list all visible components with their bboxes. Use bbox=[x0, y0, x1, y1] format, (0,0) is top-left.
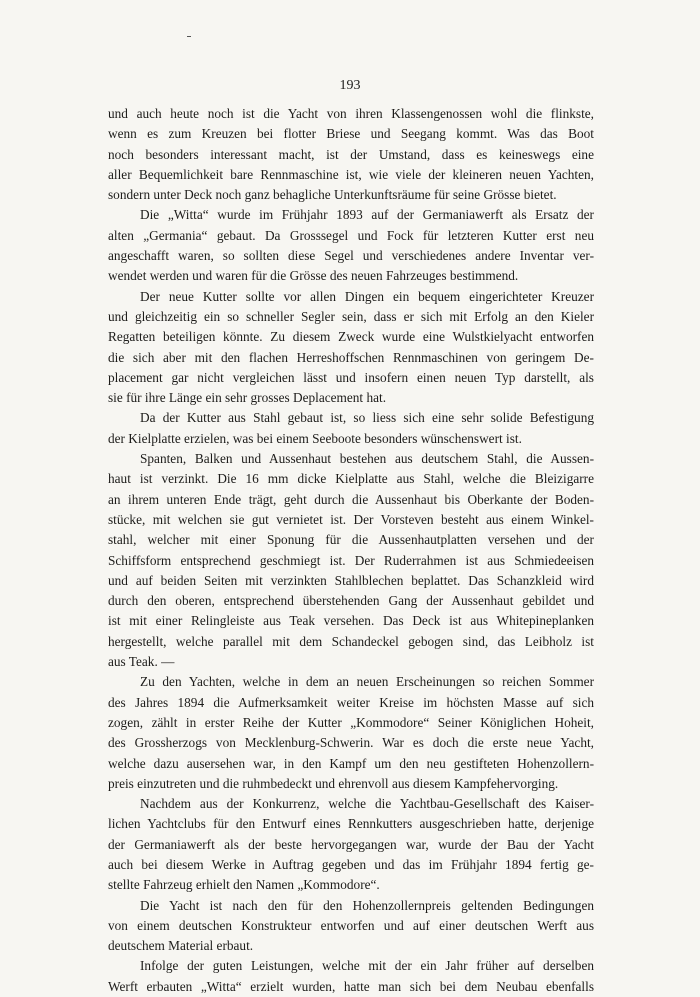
text-line: Werft erbauten „Witta“ erzielt wurden, hatte man sich bei dem Neubau ebenfalls bbox=[108, 978, 594, 994]
text-line: stücke, mit welchen sie gut vernietet ist. Der Vorsteven besteht aus einem Winkel- bbox=[108, 511, 594, 527]
text-line: Die „Witta“ wurde im Frühjahr 1893 auf der Germaniawerft als Ersatz der bbox=[140, 207, 594, 223]
text-line: preis einzutreten und die ruhmbedeckt und ehrenvoll aus diesem Kampfehervorging. bbox=[108, 775, 559, 791]
paragraph bbox=[108, 956, 594, 997]
text-line: deutschem Material erbaut. bbox=[108, 938, 254, 954]
text-line: Nachdem aus der Konkurrenz, welche die Yachtbau-Gesellschaft des Kaiser- bbox=[140, 796, 594, 812]
text-line: auch bei diesem Werke in Auftrag gegeben und das im Frühjahr 1894 fertig ge- bbox=[108, 856, 594, 872]
text-line: des Grossherzogs von Mecklenburg-Schwerin. War es doch die erste neue Yacht, bbox=[108, 735, 594, 751]
text-line: angeschafft waren, so sollten diese Segel und verschiedenes andere Inventar ver- bbox=[108, 248, 594, 264]
text-line: sondern unter Deck noch ganz behagliche Unterkunftsräume für seine Grösse bietet. bbox=[108, 187, 557, 203]
text-line: noch besonders interessant macht, ist der Umstand, dass es keineswegs eine bbox=[108, 146, 594, 162]
paragraph bbox=[108, 449, 594, 672]
text-line: durch den oberen, entsprechend überstehenden Gang der Aussenhaut gebildet und bbox=[108, 593, 594, 609]
text-line: Die Yacht ist nach den für den Hohenzollernpreis geltenden Bedingungen bbox=[140, 897, 594, 913]
paragraph bbox=[108, 104, 594, 205]
text-line: haut ist verzinkt. Die 16 mm dicke Kielplatte aus Stahl, welche die Bleizigarre bbox=[108, 471, 594, 487]
text-body bbox=[108, 104, 594, 997]
text-line: von einem deutschen Konstrukteur entworfen und auf einer deutschen Werft aus bbox=[108, 917, 594, 933]
text-line: Da der Kutter aus Stahl gebaut ist, so liess sich eine sehr solide Befestigung bbox=[140, 410, 594, 426]
text-line: und gleichzeitig ein so schneller Segler sein, dass er sich mit Erfolg an den Kieler bbox=[108, 308, 594, 324]
text-line: ist mit einer Relingleiste aus Teak versehen. Das Deck ist aus Whitepineplanken bbox=[108, 613, 594, 629]
text-line: Spanten, Balken und Aussenhaut bestehen aus deutschem Stahl, die Aussen- bbox=[140, 451, 594, 467]
text-line: der Germaniawerft als der beste hervorgegangen war, wurde der Bau der Yacht bbox=[108, 836, 594, 852]
page-number: 193 bbox=[339, 78, 361, 93]
text-line: Infolge der guten Leistungen, welche mit der ein Jahr früher auf derselben bbox=[140, 958, 594, 974]
text-line: hergestellt, welche parallel mit dem Schandeckel gebogen sind, das Leibholz ist bbox=[108, 633, 594, 649]
text-line: Der neue Kutter sollte vor allen Dingen ein bequem eingerichteter Kreuzer bbox=[140, 288, 594, 304]
text-line: wendet werden und waren für die Grösse des neuen Fahrzeuges bestimmend. bbox=[108, 268, 519, 284]
text-line: Regatten beteiligen könnte. Zu diesem Zweck wurde eine Wulstkielyacht entworfen bbox=[108, 329, 594, 345]
text-line: welche dazu ausersehen war, in den Kampf um den neu gestifteten Hohenzollern- bbox=[108, 755, 594, 771]
text-line: stahl, welcher mit einer Sponung für die Aussenhautplatten versehen und der bbox=[108, 532, 594, 548]
paragraph bbox=[108, 672, 594, 794]
text-line: der Kielplatte erzielen, was bei einem Seeboote besonders wünschenswert ist. bbox=[108, 430, 522, 446]
text-line: aus Teak. — bbox=[108, 654, 175, 670]
text-line: zogen, zählt in erster Reihe der Kutter „Kommodore“ Seiner Königlichen Hoheit, bbox=[108, 714, 594, 730]
paragraph bbox=[108, 896, 594, 957]
text-line: sie für ihre Länge ein sehr grosses Deplacement hat. bbox=[108, 390, 387, 406]
text-line: stellte Fahrzeug erhielt den Namen „Kommodore“. bbox=[108, 877, 380, 893]
text-line: Schiffsform entsprechend geschmiegt ist. Der Ruderrahmen ist aus Schmiedeeisen bbox=[108, 552, 594, 568]
paragraph bbox=[108, 794, 594, 895]
text-line: alten „Germania“ gebaut. Da Grosssegel und Fock für letzteren Kutter erst neu bbox=[108, 227, 594, 243]
text-line: die sich aber mit den flachen Herreshoffschen Rennmaschinen von geringem De- bbox=[108, 349, 594, 365]
paragraph bbox=[108, 205, 594, 286]
paragraph bbox=[108, 408, 594, 449]
text-line: wenn es zum Kreuzen bei flotter Briese und Seegang kommt. Was das Boot bbox=[108, 126, 594, 142]
text-line: aller Bequemlichkeit bare Rennmaschine ist, wie viele der kleineren neuen Yachten, bbox=[108, 166, 594, 182]
text-line: des Jahres 1894 die Aufmerksamkeit weiter Kreise im höchsten Masse auf sich bbox=[108, 694, 594, 710]
text-line: an ihrem unteren Ende trägt, geht durch die Aussenhaut bis Oberkante der Boden- bbox=[108, 491, 594, 507]
text-line: Zu den Yachten, welche in dem an neuen Erscheinungen so reichen Sommer bbox=[140, 674, 594, 690]
paragraph bbox=[108, 287, 594, 409]
text-line: lichen Yachtclubs für den Entwurf eines Rennkutters ausgeschrieben hatte, derjenige bbox=[108, 816, 594, 832]
text-line: placement gar nicht vergleichen lässt und insofern einen neuen Typ darstellt, als bbox=[108, 369, 594, 385]
stray-mark bbox=[187, 36, 191, 37]
text-line: und auf beiden Seiten mit verzinkten Stahlblechen beplattet. Das Schanzkleid wird bbox=[108, 572, 594, 588]
text-line: und auch heute noch ist die Yacht von ihren Klassengenossen wohl die flinkste, bbox=[108, 106, 594, 121]
